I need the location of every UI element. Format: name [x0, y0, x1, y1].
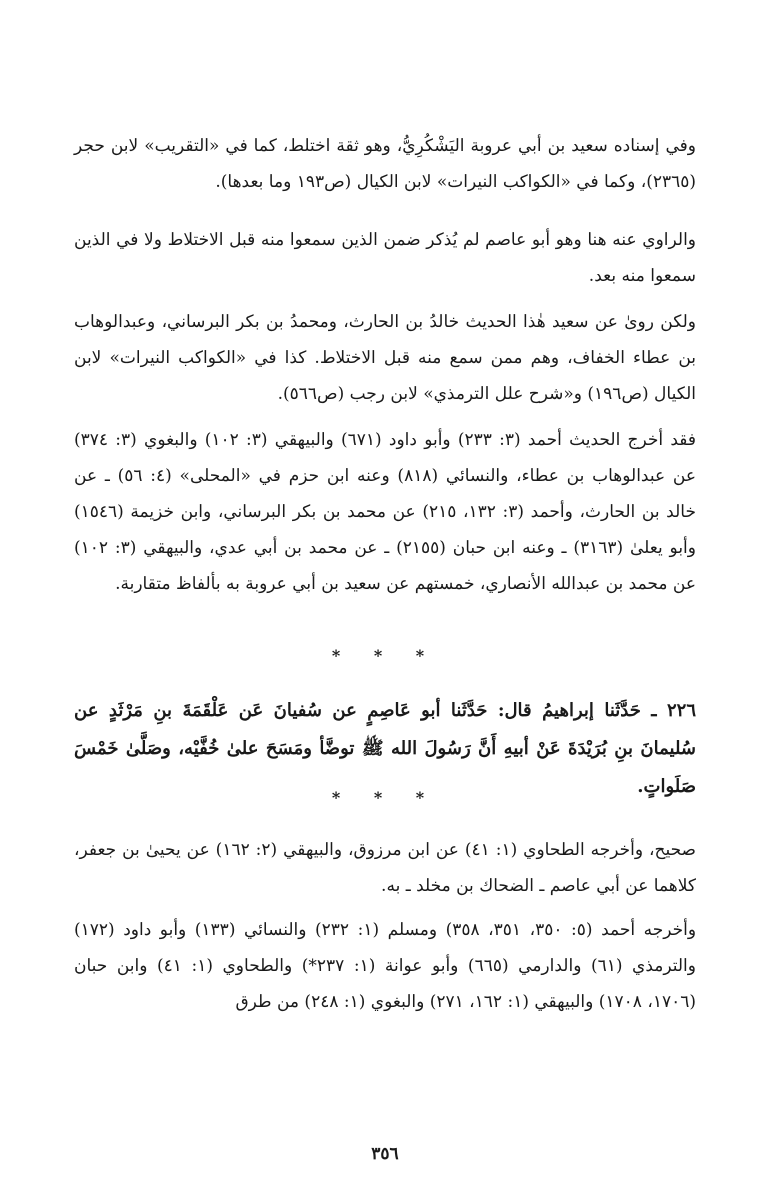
paragraph-isnad-note: وفي إسناده سعيد بن أبي عروبة اليَشْكُرِيُّ، وهو ثقة اختلط، كما في «التقريب» لابن حجر (٢٣٦٥)، وكما في «الكواكب النيرات» لابن الكيال (ص١٩٣ وما بعدها). — [74, 136, 696, 192]
paragraph-narrator-note: والراوي عنه هنا وهو أبو عاصم لم يُذكر ضمن الذين سمعوا منه قبل الاختلاط ولا في الذين سمعوا منه بعد. — [74, 230, 696, 286]
paragraph-sources: وأخرجه أحمد (٥: ٣٥٠، ٣٥١، ٣٥٨) ومسلم (١: ٢٣٢) والنسائي (١٣٣) وأبو داود (١٧٢) والترمذي (٦١) والدارمي (٦٦٥) وأبو عوانة (١: ٢٣٧*) والطحاوي (١: ٤١) وابن حبان (١٧٠٦، ١٧٠٨) والبيهقي (١: ١٦٢، ٢٧١) والبغوي (١: ٢٤٨) من طرق — [74, 920, 697, 1012]
hadith-text: ٢٢٦ ـ حَدَّثَنا إبراهيمُ قال: حَدَّثَنا أبو عَاصِمٍ عن سُفيانَ عَن عَلْقَمَةَ بنِ مَرْثَدٍ عن سُليمانَ بنِ بُرَيْدَةَ عَنْ أبيهِ أَنَّ رَسُولَ الله ﷺ توضَّأ ومَسَحَ علىٰ خُفَّيْه، وصَلَّىٰ خَمْسَ صَلَواتٍ. — [74, 700, 696, 797]
paragraph-takhrij: فقد أخرج الحديث أحمد (٣: ٢٣٣) وأبو داود (٦٧١) والبيهقي (٣: ١٠٢) والبغوي (٣: ٣٧٤) عن عبدالوهاب بن عطاء، والنسائي (٨١٨) وعنه ابن حزم في «المحلى» (٤: ٥٦) ـ عن خالد بن الحارث، وأحمد (٣: ١٣٢، ٢١٥) عن محمد بن بكر البرساني، وابن خزيمة (١٥٤٦) وأبو يعلىٰ (٣١٦٣) ـ وعنه ابن حبان (٢١٥٥) ـ عن محمد بن أبي عدي، والبيهقي (٣: ١٠٢) عن محمد بن عبدالله الأنصاري، خمستهم عن سعيد بن أبي عروبة به بألفاظ متقاربة. — [74, 430, 696, 594]
section-divider: * * * — [331, 788, 439, 807]
paragraph-grading: صحيح، وأخرجه الطحاوي (١: ٤١) عن ابن مرزوق، والبيهقي (٢: ١٦٢) عن يحيىٰ بن جعفر، كلاهما عن أبي عاصم ـ الضحاك بن مخلد ـ به. — [74, 840, 696, 896]
paragraph-other-narrators: ولكن روىٰ عن سعيد هٰذا الحديث خالدُ بن الحارث، ومحمدُ بن بكر البرساني، وعبدالوهاب بن عطاء الخفاف، وهم ممن سمع منه قبل الاختلاط. كذا في «الكواكب النيرات» لابن الكيال (ص١٩٦) و«شرح علل الترمذي» لابن رجب (ص٥٦٦). — [74, 312, 696, 404]
page-number: ٣٥٦ — [371, 1144, 399, 1164]
section-divider: * * * — [331, 646, 439, 665]
